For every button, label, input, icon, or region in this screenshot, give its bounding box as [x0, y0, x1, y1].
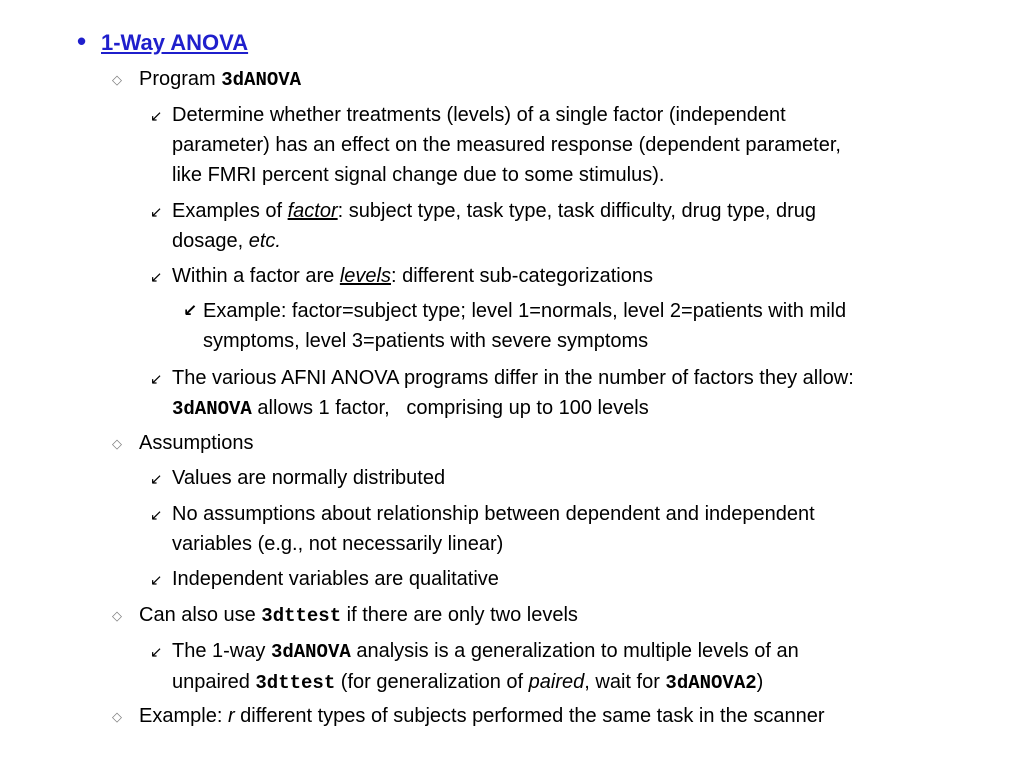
examples-prefix: Examples of — [172, 200, 288, 222]
assumptions-label: Assumptions — [139, 432, 254, 454]
various-afni-code: 3dANOVA — [172, 398, 252, 420]
program-label: Program — [139, 68, 222, 90]
arrow-bullet-icon: ↙ — [150, 107, 163, 125]
generalization-line2-prefix: unpaired — [172, 671, 256, 693]
arrow-bullet-icon: ↙ — [150, 571, 163, 589]
generalization-code-3: 3dANOVA2 — [665, 672, 757, 694]
factor-term: factor — [287, 200, 338, 222]
examples-line2: dosage, — [172, 230, 249, 252]
no-assumptions-line-2: variables (e.g., not necessarily linear) — [172, 533, 504, 555]
arrow-bullet-icon: ↙ — [150, 370, 163, 388]
generalization-wait: , wait for — [584, 671, 666, 693]
hollow-diamond-bullet-icon: ◇ — [112, 609, 122, 624]
arrow-bullet-icon: ↙ — [150, 506, 163, 524]
determine-line-3: like FMRI percent signal change due to some stimulus). — [172, 164, 665, 186]
title-link[interactable]: 1-Way ANOVA — [101, 30, 249, 55]
generalization-prefix: The 1-way — [172, 640, 271, 662]
hollow-diamond-bullet-icon: ◇ — [112, 710, 122, 725]
can-also-code: 3dttest — [261, 605, 342, 627]
can-also-rest: if there are only two levels — [341, 604, 578, 626]
determine-line-1: Determine whether treatments (levels) of a single factor (independent — [172, 104, 786, 126]
generalization-rest-1: analysis is a generalization to multiple levels of an — [350, 640, 799, 662]
etc-text: etc. — [248, 230, 281, 252]
within-prefix: Within a factor are — [172, 265, 340, 287]
various-afni-line-1: The various AFNI ANOVA programs differ in the number of factors they allow: — [172, 367, 854, 389]
round-bullet-icon: • — [77, 26, 87, 56]
program-code: 3dANOVA — [221, 69, 302, 91]
paired-text: paired — [528, 671, 585, 693]
arrow-bullet-icon: ↙ — [150, 268, 163, 286]
examples-rest: : subject type, task type, task difficulty, drug type, drug — [337, 200, 817, 222]
arrow-bullet-icon: ↙ — [150, 203, 163, 221]
arrow-bullet-icon: ↙ — [150, 643, 163, 661]
hollow-diamond-bullet-icon: ◇ — [112, 437, 122, 452]
example-r-rest: different types of subjects performed the same task in the scanner — [234, 705, 825, 727]
bold-arrow-bullet-icon: ↙ — [183, 301, 198, 321]
r-variable: r — [227, 705, 235, 727]
example-r-prefix: Example: — [139, 705, 228, 727]
can-also-prefix: Can also use — [139, 604, 262, 626]
various-afni-line-2: allows 1 factor, comprising up to 100 levels — [251, 397, 649, 419]
qualitative-text: Independent variables are qualitative — [172, 568, 499, 590]
within-rest: : different sub-categorizations — [390, 265, 653, 287]
levels-term: levels — [339, 265, 391, 287]
generalization-code-2: 3dttest — [255, 672, 336, 694]
generalization-end: ) — [756, 671, 764, 693]
arrow-bullet-icon: ↙ — [150, 470, 163, 488]
generalization-code-1: 3dANOVA — [270, 641, 351, 663]
normal-text: Values are normally distributed — [172, 467, 446, 489]
generalization-line2-mid: (for generalization of — [335, 671, 529, 693]
determine-line-2: parameter) has an effect on the measured response (dependent parameter, — [172, 134, 841, 156]
no-assumptions-line-1: No assumptions about relationship between dependent and independent — [172, 503, 815, 525]
example-levels-line-2: symptoms, level 3=patients with severe symptoms — [203, 330, 649, 352]
example-levels-line-1: Example: factor=subject type; level 1=normals, level 2=patients with mild — [203, 300, 847, 322]
hollow-diamond-bullet-icon: ◇ — [112, 73, 122, 88]
